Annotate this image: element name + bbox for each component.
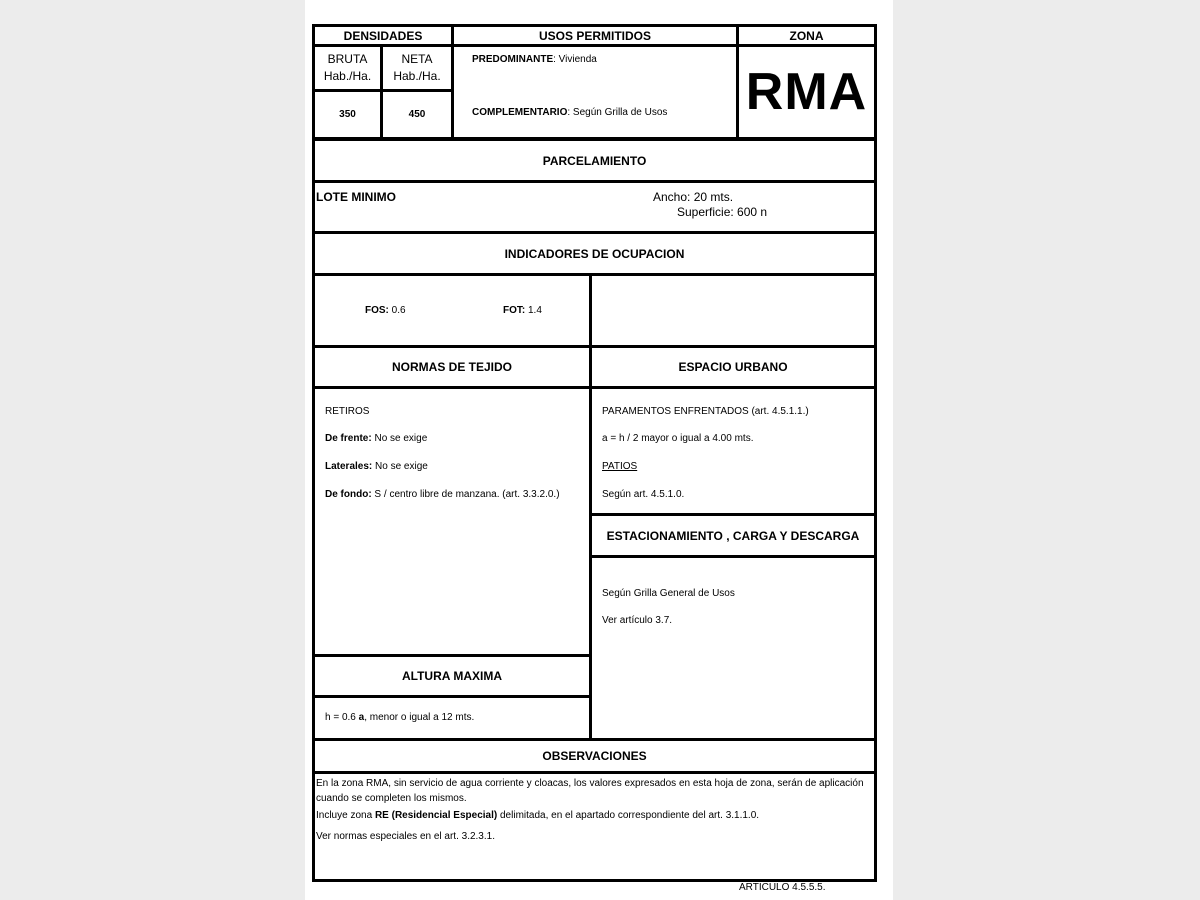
normas-tejido-body (312, 386, 592, 657)
usos-permitidos-cell (451, 44, 739, 140)
observaciones-p2-pre: Incluye zona (316, 810, 375, 821)
estacionamiento-header: ESTACIONAMIENTO , CARGA Y DESCARGA (589, 513, 877, 558)
predominante-line (472, 54, 597, 65)
zona-code: RMA (736, 44, 877, 140)
altura-pre: h = 0.6 (325, 712, 359, 723)
bruta-cell (312, 44, 383, 92)
fondo-label: De fondo: (325, 489, 372, 500)
ocupacion-header: INDICADORES DE OCUPACION (312, 231, 877, 276)
formula-text: a = h / 2 mayor o igual a 4.00 mts. (602, 433, 754, 444)
altura-var: a (358, 712, 365, 723)
retiro-fondo (325, 489, 560, 500)
fos-label: FOS: (365, 305, 389, 316)
observaciones-p3: Ver normas especiales en el art. 3.2.3.1. (316, 831, 495, 842)
frente-label: De frente: (325, 433, 372, 444)
frente-value: No se exige (371, 433, 428, 444)
predominante-label: PREDOMINANTE (472, 54, 554, 65)
fot-label: FOT: (503, 305, 526, 316)
fos-line (365, 305, 406, 316)
parcelamiento-header: PARCELAMIENTO (312, 138, 877, 183)
retiro-laterales (325, 461, 428, 472)
fondo-value: S / centro libre de manzana. (art. 3.3.2.0.) (371, 489, 560, 500)
espacio-urbano-body (589, 386, 877, 516)
lote-minimo-label: LOTE MINIMO (316, 190, 396, 204)
observaciones-p2-bold: RE (Residencial Especial) (374, 810, 498, 821)
neta-value: 450 (380, 89, 454, 140)
bruta-unit: Hab./Ha. (323, 69, 372, 83)
patios-ref: Según art. 4.5.1.0. (602, 489, 685, 500)
densidades-header: DENSIDADES (312, 24, 454, 47)
fot-line (503, 305, 542, 316)
ocupacion-indices (312, 273, 592, 348)
retiro-frente (325, 433, 427, 444)
observaciones-header: OBSERVACIONES (312, 738, 877, 774)
altura-text (325, 712, 474, 723)
predominante-value: : Vivienda (553, 54, 597, 65)
estacionamiento-line1: Según Grilla General de Usos (602, 588, 735, 599)
parcelamiento-body (312, 180, 877, 234)
estacionamiento-line2: Ver artículo 3.7. (602, 615, 673, 626)
neta-label: NETA (401, 52, 433, 66)
zoning-sheet (305, 0, 893, 900)
neta-unit: Hab./Ha. (393, 69, 441, 83)
retiros-label: RETIROS (325, 406, 370, 417)
observaciones-p2 (316, 810, 759, 821)
fos-value: 0.6 (388, 305, 406, 316)
neta-cell (380, 44, 454, 92)
ocupacion-blank (589, 273, 877, 348)
superficie-value: Superficie: 600 n (677, 205, 768, 219)
observaciones-p1: En la zona RMA, sin servicio de agua corriente y cloacas, los valores expresados en esta hoja de zona, serán de aplicación cuando se completen los mismos. (316, 778, 864, 804)
laterales-label: Laterales: (325, 461, 373, 472)
altura-post: , menor o igual a 12 mts. (364, 712, 475, 723)
altura-maxima-header: ALTURA MAXIMA (312, 654, 592, 698)
complementario-value: : Según Grilla de Usos (567, 107, 668, 118)
fot-value: 1.4 (525, 305, 542, 316)
laterales-value: No se exige (372, 461, 428, 472)
estacionamiento-body (589, 555, 877, 741)
paramentos-text: PARAMENTOS ENFRENTADOS (art. 4.5.1.1.) (602, 406, 809, 417)
articulo-reference: ARTICULO 4.5.5.5. (739, 882, 826, 893)
bruta-label: BRUTA (327, 52, 368, 66)
normas-tejido-header: NORMAS DE TEJIDO (312, 345, 592, 389)
usos-permitidos-header: USOS PERMITIDOS (451, 24, 739, 47)
complementario-label: COMPLEMENTARIO (472, 107, 568, 118)
bruta-value: 350 (312, 89, 383, 140)
ancho-value: Ancho: 20 mts. (653, 190, 734, 204)
patios-label: PATIOS (602, 461, 638, 472)
altura-maxima-body (312, 695, 592, 741)
observaciones-p2-post: delimitada, en el apartado correspondiente del art. 3.1.1.0. (497, 810, 760, 821)
complementario-line (472, 107, 667, 118)
zona-header: ZONA (736, 24, 877, 47)
observaciones-body (312, 771, 877, 882)
espacio-urbano-header: ESPACIO URBANO (589, 345, 877, 389)
